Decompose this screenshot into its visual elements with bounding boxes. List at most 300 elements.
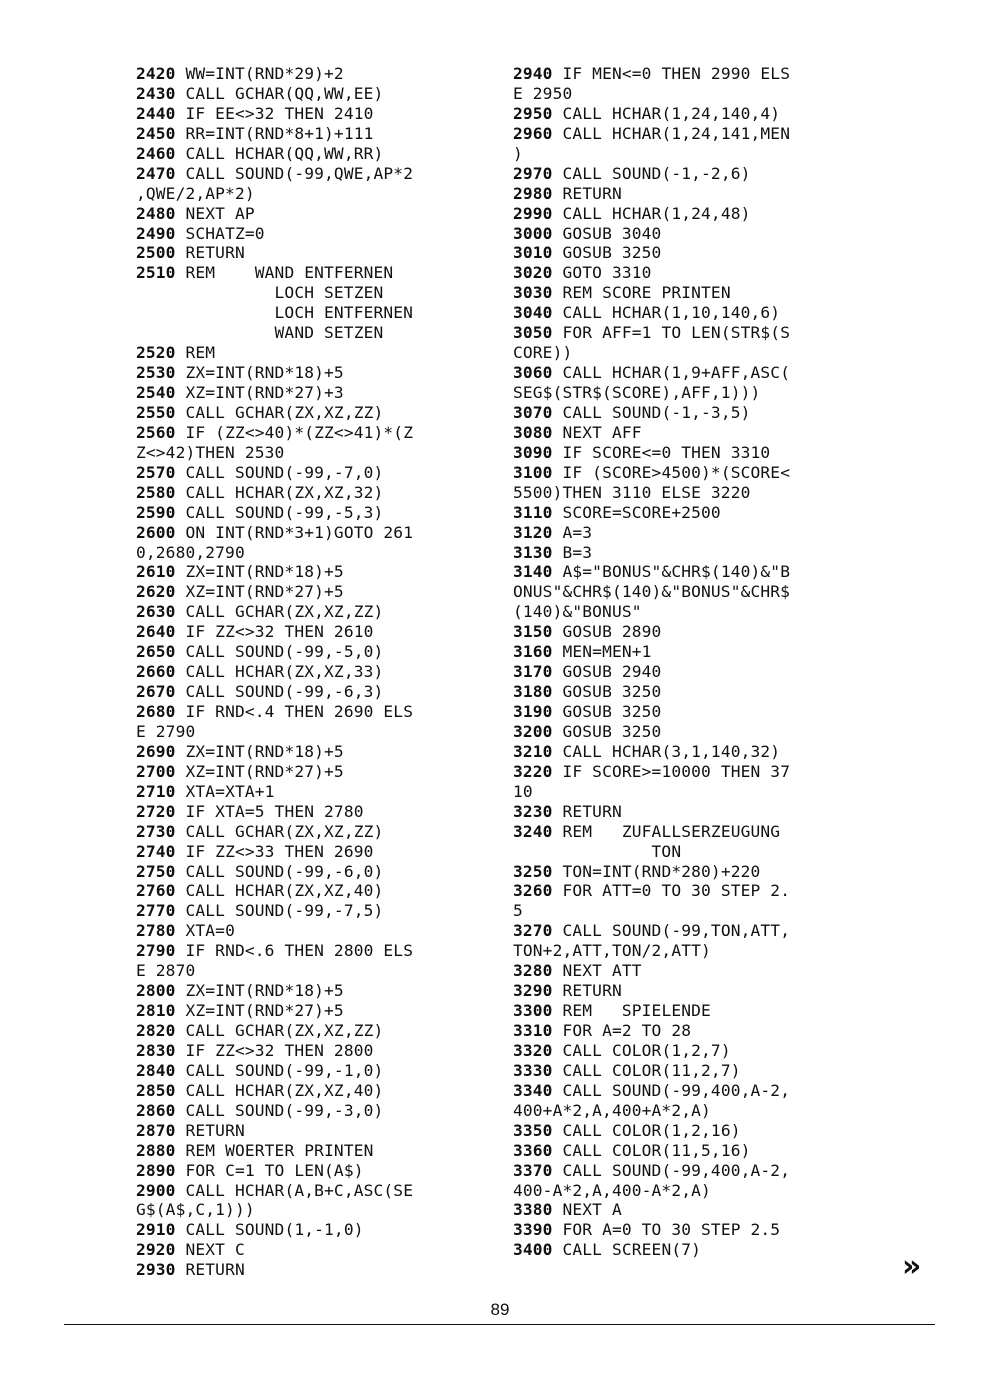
line-number: 3080: [513, 422, 553, 442]
line-number: 3300: [513, 1001, 553, 1021]
code-line: [136, 84, 486, 104]
line-number: 2420: [136, 64, 176, 83]
code-line: [136, 901, 486, 921]
code-line: [136, 702, 486, 722]
code-line: [513, 782, 863, 802]
code-text: RR=INT(RND*8+1)+111: [175, 123, 374, 143]
code-text: CALL SOUND(-1,-2,6): [552, 163, 751, 183]
code-text: IF RND<.4 THEN 2690 ELS: [175, 702, 414, 721]
line-number: 2480: [136, 203, 176, 223]
line-number: 2540: [136, 383, 176, 402]
code-text: CALL SOUND(-99,-3,0): [175, 1100, 384, 1120]
line-number: 2500: [136, 243, 176, 263]
line-number: 2440: [136, 103, 176, 123]
code-line: [513, 104, 863, 124]
code-line: [513, 862, 863, 882]
code-line: [136, 682, 486, 702]
code-line: [136, 921, 486, 941]
code-text: FOR AFF=1 TO LEN(STR$(S: [552, 323, 791, 343]
code-text: GOSUB 3250: [552, 702, 662, 721]
code-line: [136, 164, 486, 184]
code-text: CALL SOUND(-99,400,A-2,: [552, 1080, 791, 1100]
code-line: [513, 1021, 863, 1041]
line-number: 3170: [513, 662, 553, 682]
line-number: 2560: [136, 422, 176, 442]
code-line: [513, 1240, 863, 1260]
line-number: 2450: [136, 123, 176, 143]
code-line: [513, 1220, 863, 1240]
code-line: [136, 363, 486, 383]
listing-column-left: [136, 64, 486, 1280]
line-number: 3050: [513, 323, 553, 343]
code-line: [513, 682, 863, 702]
code-line: [136, 403, 486, 423]
line-number: 2970: [513, 163, 553, 183]
code-line: [136, 144, 486, 164]
code-text: GOSUB 3250: [552, 682, 662, 702]
code-line: [136, 722, 486, 742]
code-line: [136, 104, 486, 124]
code-text: IF (ZZ<>40)*(ZZ<>41)*(Z: [175, 422, 414, 442]
line-number: 2770: [136, 901, 176, 921]
code-text: CALL SCREEN(7): [552, 1240, 702, 1260]
code-text: CALL HCHAR(ZX,XZ,32): [175, 482, 384, 502]
code-text: E 2950: [513, 83, 573, 103]
code-line: [513, 702, 863, 722]
code-text: XZ=INT(RND*27)+3: [175, 383, 344, 402]
code-text: TON=INT(RND*280)+220: [552, 861, 761, 881]
code-text: CALL GCHAR(ZX,XZ,ZZ): [175, 602, 384, 622]
code-text: CALL GCHAR(ZX,XZ,ZZ): [175, 402, 384, 422]
code-text: ,QWE/2,AP*2): [136, 183, 255, 203]
code-text: CALL COLOR(1,2,16): [552, 1120, 741, 1140]
code-text: CALL GCHAR(ZX,XZ,ZZ): [175, 1021, 384, 1040]
line-number: 2620: [136, 582, 176, 602]
line-number: 2840: [136, 1060, 176, 1080]
code-line: [136, 662, 486, 682]
code-text: IF (SCORE>4500)*(SCORE<: [552, 462, 791, 482]
line-number: 3210: [513, 741, 553, 761]
line-number: 2910: [136, 1220, 176, 1240]
code-line: [513, 1200, 863, 1220]
line-number: 3350: [513, 1120, 553, 1140]
line-number: 2760: [136, 881, 176, 901]
code-line: [513, 283, 863, 303]
code-line: [136, 1081, 486, 1101]
listing-column-right: [513, 64, 863, 1260]
line-number: 3230: [513, 801, 553, 821]
code-line: [136, 802, 486, 822]
code-line: [136, 1101, 486, 1121]
code-line: [513, 901, 863, 921]
line-number: 2790: [136, 941, 176, 961]
code-text: XZ=INT(RND*27)+5: [175, 582, 344, 602]
code-text: XTA=XTA+1: [175, 781, 275, 801]
code-line: [513, 822, 863, 842]
code-text: CALL GCHAR(QQ,WW,EE): [175, 83, 384, 103]
code-text: FOR C=1 TO LEN(A$): [175, 1160, 364, 1180]
line-number: 2990: [513, 203, 553, 223]
line-number: 3070: [513, 402, 553, 422]
code-text: GOSUB 2890: [552, 622, 662, 642]
line-number: 3390: [513, 1220, 553, 1240]
code-line: [513, 941, 863, 961]
line-number: 3290: [513, 981, 553, 1001]
code-text: CALL SOUND(-99,-7,5): [175, 901, 384, 921]
code-line: [136, 1121, 486, 1141]
line-number: 2530: [136, 363, 176, 383]
code-line: [136, 263, 486, 283]
code-text: IF ZZ<>33 THEN 2690: [175, 841, 374, 861]
code-text: 10: [513, 781, 533, 801]
code-text: REM WAND ENTFERNEN: [175, 263, 394, 283]
code-line: [136, 562, 486, 582]
code-text: LOCH SETZEN: [136, 283, 384, 303]
line-number: 2800: [136, 981, 176, 1001]
code-line: [136, 184, 486, 204]
line-number: 3270: [513, 921, 553, 941]
code-line: [513, 582, 863, 602]
code-text: CALL HCHAR(A,B+C,ASC(SE: [175, 1180, 414, 1200]
line-number: 2950: [513, 103, 553, 123]
code-line: [513, 1041, 863, 1061]
line-number: 2610: [136, 562, 176, 582]
code-line: [513, 1181, 863, 1201]
code-text: SCORE=SCORE+2500: [552, 502, 721, 522]
line-number: 2980: [513, 183, 553, 203]
code-line: [513, 562, 863, 582]
code-line: [513, 443, 863, 463]
line-number: 2850: [136, 1080, 176, 1100]
line-number: 2690: [136, 741, 176, 761]
code-line: [513, 742, 863, 762]
code-text: ZX=INT(RND*18)+5: [175, 741, 344, 761]
line-number: 3120: [513, 522, 553, 542]
code-line: [513, 403, 863, 423]
code-text: ZX=INT(RND*18)+5: [175, 981, 344, 1001]
code-text: ZX=INT(RND*18)+5: [175, 562, 344, 582]
code-line: [513, 243, 863, 263]
code-line: [513, 423, 863, 443]
code-text: IF SCORE<=0 THEN 3310: [552, 442, 771, 462]
code-line: [513, 961, 863, 981]
line-number: 2630: [136, 602, 176, 622]
line-number: 2740: [136, 841, 176, 861]
code-text: TON: [513, 841, 682, 861]
code-line: [136, 383, 486, 403]
code-text: REM: [175, 343, 216, 363]
code-text: IF SCORE>=10000 THEN 37: [552, 761, 791, 781]
line-number: 3260: [513, 881, 553, 901]
line-number: 3400: [513, 1240, 553, 1260]
code-text: CALL SOUND(1,-1,0): [175, 1220, 364, 1240]
code-text: RETURN: [175, 1260, 245, 1280]
code-text: CALL HCHAR(1,24,141,MEN: [552, 123, 791, 143]
line-number: 3220: [513, 761, 553, 781]
code-line: [513, 543, 863, 563]
line-number: 3190: [513, 702, 553, 721]
code-text: ZX=INT(RND*18)+5: [175, 363, 344, 383]
code-line: [136, 1021, 486, 1041]
line-number: 2750: [136, 861, 176, 881]
code-text: 400+A*2,A,400+A*2,A): [513, 1100, 711, 1120]
code-line: [513, 503, 863, 523]
code-line: [513, 602, 863, 622]
code-text: (140)&"BONUS": [513, 602, 642, 622]
code-line: [136, 503, 486, 523]
code-text: CALL HCHAR(ZX,XZ,40): [175, 1080, 384, 1100]
code-text: CALL SOUND(-99,TON,ATT,: [552, 921, 791, 941]
code-line: [136, 602, 486, 622]
code-text: CALL COLOR(1,2,7): [552, 1040, 731, 1060]
code-text: CALL SOUND(-99,-5,0): [175, 642, 384, 662]
code-text: CALL SOUND(-99,-1,0): [175, 1060, 384, 1080]
line-number: 2460: [136, 143, 176, 163]
line-number: 2940: [513, 64, 553, 83]
code-text: CALL SOUND(-99,-6,0): [175, 861, 384, 881]
line-number: 3100: [513, 462, 553, 482]
code-line: [136, 1181, 486, 1201]
line-number: 3330: [513, 1060, 553, 1080]
code-line: [136, 224, 486, 244]
code-text: XZ=INT(RND*27)+5: [175, 1001, 344, 1021]
line-number: 2470: [136, 163, 176, 183]
code-text: IF MEN<=0 THEN 2990 ELS: [552, 64, 791, 83]
code-line: [513, 343, 863, 363]
code-line: [136, 762, 486, 782]
code-text: CALL SOUND(-99,400,A-2,: [552, 1160, 791, 1180]
line-number: 2710: [136, 781, 176, 801]
line-number: 3130: [513, 542, 553, 562]
code-text: CALL SOUND(-99,QWE,AP*2: [175, 163, 414, 183]
code-text: Z<>42)THEN 2530: [136, 442, 285, 462]
code-line: [513, 263, 863, 283]
line-number: 2650: [136, 642, 176, 662]
code-line: [136, 981, 486, 1001]
code-text: IF XTA=5 THEN 2780: [175, 801, 364, 821]
code-line: [513, 164, 863, 184]
code-line: [513, 64, 863, 84]
code-text: CALL HCHAR(ZX,XZ,40): [175, 881, 384, 901]
code-line: [513, 463, 863, 483]
line-number: 3030: [513, 283, 553, 303]
line-number: 2510: [136, 263, 176, 283]
line-number: 3140: [513, 562, 553, 582]
line-number: 2720: [136, 801, 176, 821]
code-line: [136, 443, 486, 463]
code-line: [513, 303, 863, 323]
code-text: CALL SOUND(-99,-6,3): [175, 682, 384, 702]
code-line: [513, 1081, 863, 1101]
code-line: [513, 1001, 863, 1021]
code-text: CALL HCHAR(3,1,140,32): [552, 741, 781, 761]
code-line: [513, 383, 863, 403]
code-text: REM ZUFALLSERZEUGUNG: [552, 821, 781, 841]
code-text: NEXT A: [552, 1200, 622, 1220]
code-line: [136, 822, 486, 842]
line-number: 3200: [513, 721, 553, 741]
code-text: WAND SETZEN: [136, 323, 384, 343]
code-line: [513, 802, 863, 822]
code-text: NEXT C: [175, 1240, 245, 1260]
code-line: [513, 921, 863, 941]
code-line: [136, 124, 486, 144]
code-text: CALL HCHAR(QQ,WW,RR): [175, 143, 384, 163]
code-text: WW=INT(RND*29)+2: [175, 64, 344, 83]
code-text: 400-A*2,A,400-A*2,A): [513, 1180, 711, 1200]
code-text: B=3: [552, 542, 593, 562]
code-text: ON INT(RND*3+1)GOTO 261: [175, 522, 414, 542]
code-text: XTA=0: [175, 921, 235, 941]
code-text: REM WOERTER PRINTEN: [175, 1140, 374, 1160]
line-number: 2490: [136, 223, 176, 243]
code-line: [136, 582, 486, 602]
code-line: [136, 283, 486, 303]
code-text: IF ZZ<>32 THEN 2610: [175, 622, 374, 642]
line-number: 2550: [136, 402, 176, 422]
code-line: [136, 1200, 486, 1220]
code-text: NEXT AFF: [552, 422, 642, 442]
line-number: 3240: [513, 821, 553, 841]
code-line: [136, 64, 486, 84]
code-line: [513, 881, 863, 901]
code-text: E 2790: [136, 721, 196, 741]
code-text: REM SCORE PRINTEN: [552, 283, 731, 303]
code-text: REM SPIELENDE: [552, 1001, 711, 1021]
code-line: [136, 1161, 486, 1181]
code-text: IF EE<>32 THEN 2410: [175, 103, 374, 123]
code-line: [136, 463, 486, 483]
code-text: A=3: [552, 522, 593, 542]
line-number: 2870: [136, 1120, 176, 1140]
line-number: 3090: [513, 442, 553, 462]
line-number: 2890: [136, 1160, 176, 1180]
code-line: [513, 842, 863, 862]
line-number: 2580: [136, 482, 176, 502]
line-number: 3060: [513, 363, 553, 383]
code-text: RETURN: [552, 183, 622, 203]
line-number: 2640: [136, 622, 176, 642]
code-text: 0,2680,2790: [136, 542, 245, 562]
code-line: [136, 742, 486, 762]
code-line: [513, 323, 863, 343]
line-number: 2660: [136, 662, 176, 682]
code-line: [513, 184, 863, 204]
line-number: 2700: [136, 761, 176, 781]
code-line: [136, 204, 486, 224]
code-text: IF ZZ<>32 THEN 2800: [175, 1040, 374, 1060]
line-number: 3180: [513, 682, 553, 702]
code-line: [513, 124, 863, 144]
line-number: 2670: [136, 682, 176, 702]
line-number: 3340: [513, 1080, 553, 1100]
code-line: [136, 323, 486, 343]
line-number: 2930: [136, 1260, 176, 1280]
code-text: SEG$(STR$(SCORE),AFF,1))): [513, 383, 761, 402]
code-line: [513, 1061, 863, 1081]
code-line: [513, 1101, 863, 1121]
code-line: [136, 1061, 486, 1081]
code-text: G$(A$,C,1))): [136, 1200, 255, 1220]
line-number: 2430: [136, 83, 176, 103]
code-text: FOR ATT=0 TO 30 STEP 2.: [552, 881, 791, 901]
code-text: RETURN: [552, 801, 622, 821]
line-number: 3110: [513, 502, 553, 522]
code-line: [136, 862, 486, 882]
line-number: 3360: [513, 1140, 553, 1160]
code-line: [136, 1220, 486, 1240]
line-number: 2830: [136, 1040, 176, 1060]
code-line: [513, 622, 863, 642]
line-number: 2780: [136, 921, 176, 941]
code-text: ONUS"&CHR$(140)&"BONUS"&CHR$: [513, 582, 791, 602]
code-line: [136, 303, 486, 323]
code-line: [513, 204, 863, 224]
page-number: 89: [490, 1300, 510, 1319]
code-line: [136, 1141, 486, 1161]
code-text: CALL SOUND(-99,-5,3): [175, 502, 384, 522]
code-text: RETURN: [175, 1120, 245, 1140]
code-text: E 2870: [136, 961, 196, 981]
code-text: CALL GCHAR(ZX,XZ,ZZ): [175, 821, 384, 841]
code-line: [513, 523, 863, 543]
code-text: CALL SOUND(-1,-3,5): [552, 402, 751, 422]
line-number: 3000: [513, 223, 553, 243]
code-text: MEN=MEN+1: [552, 642, 652, 662]
code-text: LOCH ENTFERNEN: [136, 303, 414, 323]
code-line: [136, 941, 486, 961]
code-line: [136, 243, 486, 263]
code-text: GOSUB 3250: [552, 721, 662, 741]
line-number: 2820: [136, 1021, 176, 1040]
line-number: 2600: [136, 522, 176, 542]
code-text: FOR A=0 TO 30 STEP 2.5: [552, 1220, 781, 1240]
code-line: [136, 881, 486, 901]
code-line: [136, 782, 486, 802]
code-text: CALL HCHAR(1,9+AFF,ASC(: [552, 363, 791, 383]
code-text: XZ=INT(RND*27)+5: [175, 761, 344, 781]
code-line: [513, 1141, 863, 1161]
code-text: NEXT AP: [175, 203, 255, 223]
code-text: RETURN: [175, 243, 245, 263]
code-text: CALL HCHAR(1,24,140,4): [552, 103, 781, 123]
code-line: [136, 961, 486, 981]
line-number: 3310: [513, 1021, 553, 1040]
line-number: 3280: [513, 961, 553, 981]
code-text: 5: [513, 901, 523, 921]
code-line: [136, 523, 486, 543]
code-text: RETURN: [552, 981, 622, 1001]
code-line: [513, 662, 863, 682]
line-number: 3040: [513, 303, 553, 323]
code-line: [513, 642, 863, 662]
code-line: [513, 84, 863, 104]
code-text: NEXT ATT: [552, 961, 642, 981]
line-number: 2810: [136, 1001, 176, 1021]
line-number: 2570: [136, 462, 176, 482]
code-line: [513, 363, 863, 383]
line-number: 2900: [136, 1180, 176, 1200]
code-text: CALL HCHAR(1,10,140,6): [552, 303, 781, 323]
code-text: CALL SOUND(-99,-7,0): [175, 462, 384, 482]
line-number: 3150: [513, 622, 553, 642]
code-line: [513, 762, 863, 782]
footer-rule: [64, 1324, 935, 1325]
code-text: CALL HCHAR(ZX,XZ,33): [175, 662, 384, 682]
line-number: 2880: [136, 1140, 176, 1160]
code-line: [136, 1041, 486, 1061]
code-text: A$="BONUS"&CHR$(140)&"B: [552, 562, 791, 582]
